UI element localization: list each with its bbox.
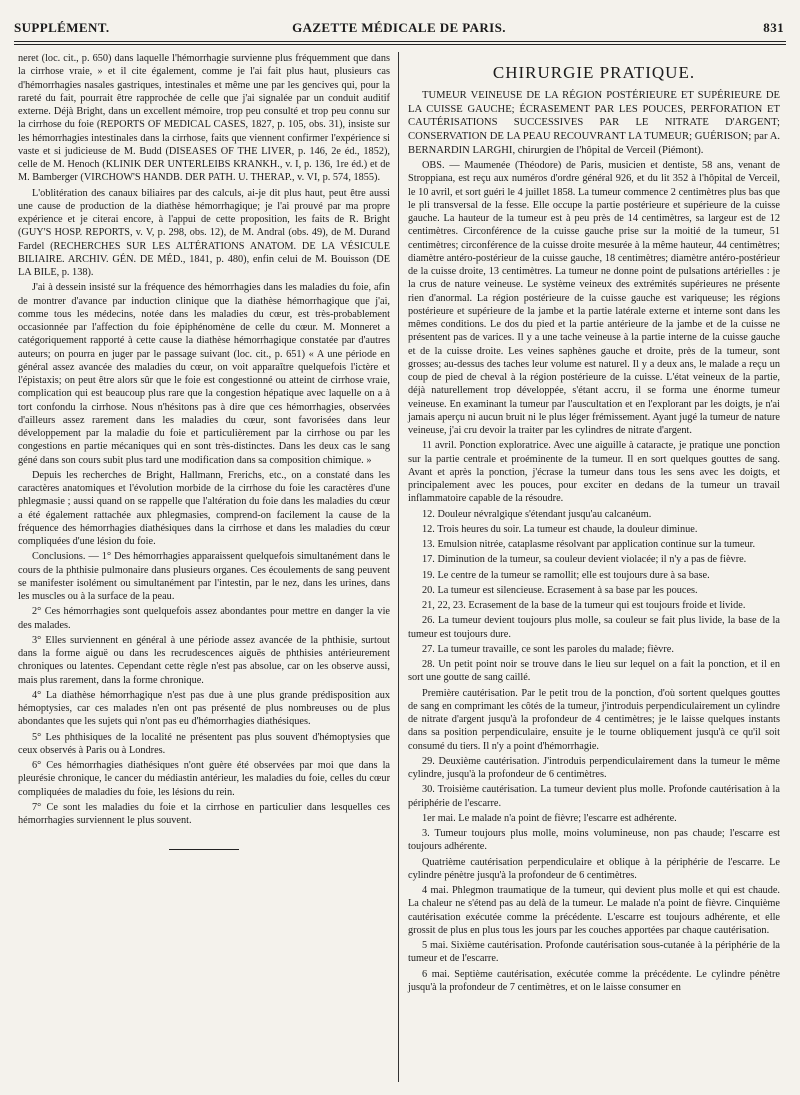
paragraph: Depuis les recherches de Bright, Hallmann, Frerichs, etc., on a constaté dans les caractères anatomiques et l'évolution morbide de la cirrhose du foie les caractères d'une phlegmasie ; aussi quand on se rappelle que l'altération du foie dans les maladies du cœur a été également rattachée aux phlegmasies, comprend-on facilement la cause de la fréquence des hémorrhagies diathésiques dans la cirrhose et dans les maladies du cœur compliquées d'une lésion du foie. bbox=[18, 469, 390, 547]
article-heading: TUMEUR VEINEUSE DE LA RÉGION POSTÉRIEURE ET SUPÉRIEURE DE LA CUISSE GAUCHE; ÉCRASEMENT PAR LES POUCES, PERFORATION ET CAUTÉRISATIONS SUCCESSIVES PAR LE NITRATE D'ARGENT; CONSERVATION DE LA PEAU RECOUVRANT LA TUMEUR; GUÉRISON; par A. BERNARDIN LARGHI, chirurgien de l'hôpital de Verceil (Piémont). bbox=[408, 90, 780, 156]
journal-entry: 21, 22, 23. Ecrasement de la base de la tumeur qui est toujours froide et livide. bbox=[422, 600, 746, 612]
header-rule-top bbox=[14, 41, 786, 42]
journal-entry: 19. Le centre de la tumeur se ramollit; elle est toujours dure à sa base. bbox=[422, 569, 710, 581]
journal-entry: 29. Deuxième cautérisation. J'introduis perpendiculairement dans la tumeur le même cylindre, jusqu'à la profondeur de 6 centimètres. bbox=[408, 755, 780, 781]
journal-entry: 26. La tumeur devient toujours plus molle, sa couleur se fait plus livide, la base de la tumeur est toujours dure. bbox=[408, 615, 780, 640]
journal-entry: 30. Troisième cautérisation. La tumeur devient plus molle. Profonde cautérisation à la périphérie de l'escarre. bbox=[408, 784, 780, 809]
journal-entry: 28. Un petit point noir se trouve dans le lieu sur lequel on a fait la ponction, et il en sort une goutte de sang caillé. bbox=[408, 659, 780, 684]
journal-entry: 3. Tumeur toujours plus molle, moins volumineuse, non pas chaude; l'escarre est toujours adhérente. bbox=[408, 828, 780, 853]
header-page-number: 831 bbox=[763, 20, 784, 35]
observation-paragraph: OBS. — Maumenée (Théodore) de Paris, musicien et dentiste, 58 ans, venant de Stroppiana, est reçu aux numéros d'ordre général 926, et du lit 352 à l'hôpital de Verceil, le 10 avril, et sort guéri le 4 juillet 1858. La tumeur commence 2 centimètres plus bas que le pli transversal de la fesse. Elle occupe la partie postérieure et supérieure de la cuisse gauche. La hauteur de la tumeur est à peu près de 14 centimètres, sa largeur est de 12 centimètres. Circonférence de la cuisse gauche prise sur la moitié de la tumeur, 51 centimètres; circonférence de la cuisse droite mesurée à la même hauteur, 44 centimètres; diamètre antéro-postérieur de la cuisse gauche, 18 centimètres; diamètre antéro-postérieur de la cuisse droite, 13 centimètres. La tumeur ne donne point de pulsations artérielles : je la crus de nature veineuse. Le système veineux des extrémités supérieures ne présente rien d'anormal. La région postérieure de la cuisse gauche est variqueuse; les régions postérieure et supérieure de la jambe et la partie latérale externe et interne sont dans les mêmes conditions. Le dos du pied et la partie antérieure de la jambe et de la cuisse ne présentent pas de varices. Il y a une tache veineuse à la partie interne de la cuisse gauche et de la cuisse droite. Les veines saphènes gauche et droite, près de la tumeur, sont grosses; au-dessus des taches leur volume est naturel. Il y a deux ans, le malade a reçu un coup de pied de cheval à la région postérieure de la cuisse. L'état veineux de la partie, déjà naturellement trop développée, s'étant accru, il se forma une énorme tumeur veineuse. En examinant la tumeur par l'auscultation et en l'explorant par les doigts, je n'ai jamais aperçu ni aucun bruit ni le plus léger frémissement. Ayant jugé la tumeur de nature veineuse, j'ai cru devoir la traiter par les cylindres de nitrate d'argent. bbox=[408, 160, 780, 437]
journal-entry: 5 mai. Sixième cautérisation. Profonde cautérisation sous-cutanée à la périphérie de la tumeur et de l'escarre. bbox=[408, 940, 780, 965]
header-supplement-label: SUPPLÉMENT. bbox=[14, 20, 110, 35]
left-column bbox=[18, 52, 390, 850]
journal-entry: 20. La tumeur est silencieuse. Ecrasement à sa base par les pouces. bbox=[422, 584, 698, 596]
journal-entry: 11 avril. Ponction exploratrice. Avec une aiguille à cataracte, je pratique une ponction sur la partie centrale et proéminente de la tumeur. Il en sort quelques gouttes de sang. Avant et après la ponction, j'écrase la tumeur dans tous les sens avec les doigts, et principalement avec les pouces, pour exciter en dedans de la tumeur un travail inflammatoire capable de la résoudre. bbox=[408, 440, 780, 505]
journal-entry: 1er mai. Le malade n'a point de fièvre; l'escarre est adhérente. bbox=[422, 812, 677, 824]
journal-entry: 27. La tumeur travaille, ce sont les paroles du malade; fièvre. bbox=[422, 643, 674, 655]
journal-entry: 12. Trois heures du soir. La tumeur est chaude, la douleur diminue. bbox=[422, 523, 698, 535]
conclusion-item: 2° Ces hémorrhagies sont quelquefois assez abondantes pour mettre en danger la vie des malades. bbox=[18, 606, 390, 631]
paragraph: L'oblitération des canaux biliaires par des calculs, ai-je dit plus haut, peut être aussi une cause de production de la diathèse hémorrhagique; je l'ai prouvé par ma propre expérience et je citerai encore, à l'appui de cette proposition, les faits de R. Bright (GUY'S HOSP. REPORTS, v. V, p. 298, obs. 12), de M. Andral (obs. 49), de M. Durand Fardel (RECHERCHES SUR LES ALTÉRATIONS ANATOM. DE LA VÉSICULE BILIAIRE. ARCHIV. GÉN. DE MÉD., 1841, p. 480), enfin celui de M. Bouisson (DE LA BILE, p. 138). bbox=[18, 187, 390, 278]
section-title: CHIRURGIE PRATIQUE. bbox=[492, 63, 696, 82]
journal-entry: 4 mai. Phlegmon traumatique de la tumeur, qui devient plus molle et qui est chaude. La chaleur ne s'étend pas au delà de la tumeur. Le malade n'a point de fièvre. Cinquième cautérisation exécutée comme la précédente. L'escarre est toujours adhérente, et elle grossit de plus en plus tous les jours par les couches apportées par chaque cautérisation. bbox=[408, 885, 780, 936]
journal-entry: 6 mai. Septième cautérisation, exécutée comme la précédente. Le cylindre pénètre jusqu'à la profondeur de 7 centimètres, et on le laisse consumer en bbox=[408, 968, 780, 993]
conclusion-item: 5° Les phthisiques de la localité ne présentent pas plus souvent d'hémoptysies que ceux observés à Paris ou à Londres. bbox=[18, 731, 390, 756]
conclusion-item: 4° La diathèse hémorrhagique n'est pas due à une plus grande prédisposition aux hémoptysies, car ces malades n'en ont pas présenté de plus nombreuses ou de plus abondantes que les sujets qui n'ont pas eu d'hémorrhagies diathésiques. bbox=[18, 689, 390, 728]
conclusion-item: 7° Ce sont les maladies du foie et la cirrhose en particulier dans lesquelles ces hémorrhagies surviennent le plus souvent. bbox=[18, 801, 390, 826]
column-divider bbox=[398, 52, 399, 1082]
journal-entry: Quatrième cautérisation perpendiculaire et oblique à la périphérie de l'escarre. Le cylindre pénètre jusqu'à la profondeur de 6 centimètres. bbox=[408, 856, 780, 881]
page-header bbox=[14, 20, 784, 40]
journal-entry: 12. Douleur névralgique s'étendant jusqu'au calcanéum. bbox=[422, 508, 652, 520]
paragraph: neret (loc. cit., p. 650) dans laquelle l'hémorrhagie survienne plus fréquemment que dans la cirrhose vraie, » et il cite également, comme je l'ai fait plus haut, plusieurs cas d'hémorrhagies nasales gastriques, intestinales et même une par les gencives qui, pour la rareté du fait, pourrait être rapprochée de celle que j'ai signalée par un conduit auditif externe. Déjà Bright, dans un excellent mémoire, trop peu consulté et trop peu connu sur la cirrhose du foie (REPORTS OF MEDICAL CASES, 1827, p. 105, obs. 31), insiste sur les hémorrhagies intestinales dans la cirrhose, faits que viennent confirmer l'expérience si vaste et si judicieuse de M. Budd (DISEASES OF THE LIVER, p. 146, 2e éd., 1852), celle de M. Henoch (KLINIK DER UNTERLEIBS KRANKH., v. I, p. 136, 1re éd.) et de M. Bamberger (VIRCHOW'S HANDB. DER PATH. U. THERAP., v. VI, p. 574, 1855). bbox=[18, 53, 390, 184]
conclusions-paragraph: Conclusions. — 1° Des hémorrhagies apparaissent quelquefois simultanément dans le cours de la phthisie pulmonaire dans plusieurs organes. Ces écoulements de sang peuvent se manifester isolément ou simultanément par l'intestin, par le nez, dans les urines, dans les muscles ou à la surface de la peau. bbox=[18, 551, 390, 602]
end-rule bbox=[169, 849, 239, 850]
journal-entry: 17. Diminution de la tumeur, sa couleur devient violacée; il n'y a pas de fièvre. bbox=[422, 554, 747, 566]
header-rule-bottom bbox=[14, 44, 786, 45]
paragraph: J'ai à dessein insisté sur la fréquence des hémorrhagies dans les maladies du foie, afin de montrer d'avance par induction clinique que la diathèse hémorrhagique que j'ai, comme tous les médecins, notée dans les maladies du cœur, est très-probablement occasionnée par l'affection du foie épiphénomène de celle du cœur. M. Monneret a catégoriquement rapporté à cette cause la diathèse hémorrhagique constatée par d'autres auteurs; on pourra en juger par le passage suivant (loc. cit., p. 651) « A une période en général assez avancée des maladies du cœur, on voit apparaître quelquefois l'ictère et l'épistaxis; on peut être alors sûr que le foie est congestionné ou atteint de cirrhose vraie, complication qui est beaucoup plus rare que la congestion hépatique avec laquelle on a à tort confondu la cirrhose. Nous n'hésitons pas à dire que ces hémorrhagies, observées d'ailleurs assez rarement dans les maladies du cœur, sont favorisées dans leur développement par la maladie du foie et particulièrement par la cirrhose ou par les congestions en partie mécaniques qui en sont très-distinctes. Dans les deux cas le sang géné dans son cours subit plus tard une modification dans sa composition chimique. » bbox=[18, 282, 390, 466]
conclusion-item: 6° Ces hémorrhagies diathésiques n'ont guère été observées par moi que dans la pleurésie chronique, le cancer du médiastin antérieur, les maladies du foie, celles du cœur compliquées de maladies du foie, les lésions du rein. bbox=[18, 760, 390, 798]
header-journal-title: GAZETTE MÉDICALE DE PARIS. bbox=[292, 20, 506, 35]
right-column bbox=[408, 52, 780, 996]
journal-entry: Première cautérisation. Par le petit trou de la ponction, d'où sortent quelques gouttes de sang en comprimant les côtés de la tumeur, j'introduis perpendiculairement un cylindre de nitrate d'argent jusqu'à la profondeur de 4 centimètres; je le laisse quelques instants dans sa position perpendiculaire, ensuite je le tourne obliquement jusqu'à ce qu'il soit consumé du tiers. Il n'y a point d'hémorrhagie. bbox=[408, 687, 780, 752]
journal-entry: 13. Emulsion nitrée, cataplasme résolvant par application continue sur la tumeur. bbox=[422, 539, 756, 551]
conclusion-item: 3° Elles surviennent en général à une période assez avancée de la phthisie, surtout dans la forme aiguë ou dans les recrudescences aiguës de phthisies antérieurement chroniques ou latentes. Cependant cette règle n'est pas absolue, car on les observe aussi, mais plus rarement, dans la forme chronique. bbox=[18, 634, 390, 686]
